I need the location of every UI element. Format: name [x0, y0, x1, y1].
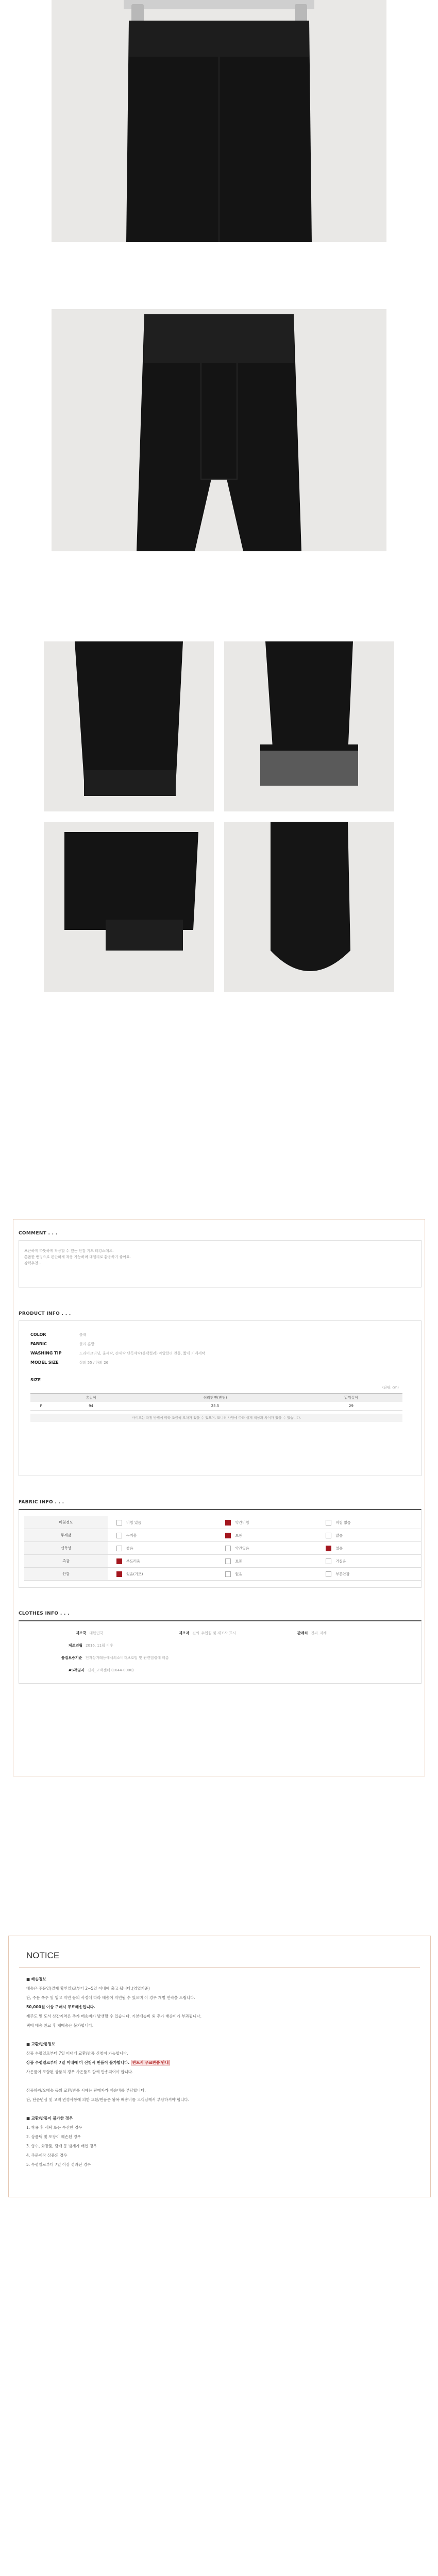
- fabric-option: [108, 1555, 216, 1568]
- lining-photo: [224, 641, 394, 811]
- notice-line: 단, 단순변심 및 고객 변경사항에 의한 교환/반품은 왕복 배송비를 고객님께서 부담하셔야 합니다.: [26, 2097, 190, 2102]
- fabric-row-label: 촉감: [24, 1555, 108, 1568]
- fabric-row-label: 신축성: [24, 1542, 108, 1555]
- unchecked-box-icon: [326, 1520, 331, 1526]
- notice-line: 2. 상품택 및 포장이 훼손된 경우: [26, 2134, 81, 2139]
- unchecked-box-icon: [116, 1546, 122, 1551]
- notice-divider: [19, 1967, 420, 1968]
- fabric-option: [216, 1568, 317, 1581]
- fabric-info-box: [19, 1509, 422, 1588]
- fabric-option-label: 부드러움: [126, 1559, 141, 1563]
- table-header-row: 총길이 허리단면(밴딩) 밑위길이: [30, 1394, 402, 1402]
- fabric-option: [108, 1568, 216, 1581]
- unchecked-box-icon: [225, 1571, 231, 1577]
- checked-box-icon: [116, 1558, 122, 1564]
- fabric-info-title: FABRIC INFO . . .: [19, 1500, 64, 1505]
- product-detail-box: [13, 1219, 425, 1776]
- foot-photo: [224, 822, 394, 992]
- fabric-option: [108, 1529, 216, 1542]
- leggings-fleece-lining-photo: [224, 641, 394, 811]
- comment-line: 강력추천~: [24, 1261, 41, 1265]
- notice-line: 사은품이 포함된 상품의 경우 사은품도 함께 반송되어야 합니다.: [26, 2070, 133, 2074]
- fabric-option-label: 보통: [235, 1559, 242, 1563]
- fabric-option-label: 비침 없음: [335, 1520, 351, 1524]
- fabric-option-label: 거칠음: [335, 1559, 346, 1563]
- notice-line: 단, 주문 폭주 및 입고 지연 등의 사정에 따라 배송이 지연될 수 있으며 이 경우 개별 연락을 드립니다.: [26, 1995, 195, 2000]
- clothes-row-origin: 제조국 대한민국: [76, 1631, 104, 1635]
- info-row-model-size: MODEL SIZE 상의 55 / 하의 26: [30, 1360, 109, 1365]
- clothes-row-date: 제조연월 2016. 11월 이후: [69, 1643, 113, 1648]
- table-row: F 94 25.5 29: [30, 1402, 402, 1411]
- notice-line: 상품 수령일로부터 7일 이내에 교환/반품 신청이 가능합니다.: [26, 2051, 128, 2056]
- fabric-option: [317, 1529, 421, 1542]
- unchecked-box-icon: [326, 1533, 331, 1538]
- checked-box-icon: [116, 1571, 122, 1577]
- cuff-photo-2: [44, 822, 214, 992]
- notice-line: 상품 수령일로부터 7일 이내에 미 신청시 반품이 불가합니다. 반드시 무료반품 안내: [26, 2060, 170, 2065]
- checked-box-icon: [326, 1546, 331, 1551]
- info-row-washing: WASHING TIP 드라이크리닝, 울세탁, 손세탁 단독세탁(블랙컬러) 약알칼리 찬물, 짧게 기계세탁: [30, 1351, 206, 1355]
- clothes-row-seller: 판매처 진씨_자체: [297, 1631, 327, 1635]
- fabric-option-label: 두꺼움: [126, 1533, 137, 1537]
- fabric-option-label: 약간비침: [235, 1520, 249, 1524]
- notice-line: 4. 주문제작 상품의 경우: [26, 2153, 68, 2158]
- size-unit: (단위: cm): [382, 1385, 399, 1389]
- fabric-option: [108, 1542, 216, 1555]
- fabric-row: [24, 1516, 421, 1529]
- leggings-waist-photo: [52, 0, 386, 242]
- unchecked-box-icon: [116, 1520, 122, 1526]
- fabric-row: [24, 1555, 421, 1568]
- notice-highlight: 반드시 무료반품 안내: [131, 2060, 170, 2065]
- fabric-row-label: 비침정도: [24, 1516, 108, 1529]
- fabric-option: [216, 1529, 317, 1542]
- info-row-fabric: FABRIC 폴리 혼방: [30, 1342, 95, 1346]
- checked-box-icon: [225, 1520, 231, 1526]
- comment-line: 쫀쫀한 밴딩으로 편안하게 착용 가능하며 데일리로 활용하기 좋아요.: [24, 1255, 131, 1259]
- fabric-option-label: 부분안감: [335, 1572, 350, 1576]
- notice-line: 배송은 주문일(결제 확인일)로부터 2~5일 이내에 출고 됩니다.(영업기준): [26, 1986, 150, 1991]
- clothes-info-box: [19, 1620, 422, 1684]
- fabric-option: [216, 1516, 317, 1529]
- cuff-photo-1: [44, 641, 214, 811]
- notice-line: ■ 배송정보: [26, 1977, 46, 1981]
- leggings-ribbed-cuff-photo: [44, 822, 214, 992]
- comment-line: 포근하게 따뜻하게 착용할 수 있는 안감 기모 레깅스예요.: [24, 1249, 114, 1253]
- leggings-ankle-cuff-photo: [44, 641, 214, 811]
- clothes-row-maker: 제조자 진씨_수입원 및 제조사 표시: [179, 1631, 236, 1635]
- unchecked-box-icon: [116, 1533, 122, 1538]
- notice-line: ■ 교환/반품정보: [26, 2042, 55, 2046]
- fabric-option-label: 없음: [335, 1546, 343, 1550]
- fabric-option-label: 보통: [235, 1533, 242, 1537]
- size-label: SIZE: [30, 1378, 41, 1382]
- fabric-option: [108, 1516, 216, 1529]
- notice-line: 상품하자/오배송 등의 교환/반품 시에는 판매자가 배송비를 부담합니다.: [26, 2088, 146, 2093]
- notice-line: 제주도 및 도서 산간지역은 추가 배송비가 발생할 수 있습니다. 기본배송비 외 추가 배송비가 부과됩니다.: [26, 2014, 202, 2019]
- fabric-option-label: 없음: [235, 1572, 242, 1576]
- comment-box: [19, 1240, 422, 1287]
- fabric-table: [24, 1516, 421, 1581]
- notice-line: 택배 배송 완료 후 재배송은 불가합니다.: [26, 2023, 94, 2028]
- fabric-option: [317, 1555, 421, 1568]
- fabric-option: [317, 1516, 421, 1529]
- clothes-info-title: CLOTHES INFO . . .: [19, 1611, 70, 1616]
- notice-line: 1. 착용 후 세탁 또는 수선한 경우: [26, 2125, 82, 2130]
- notice-line: 50,000원 이상 구매시 무료배송입니다.: [26, 2005, 95, 2009]
- unchecked-box-icon: [326, 1558, 331, 1564]
- product-info-box: [19, 1320, 422, 1476]
- comment-title: COMMENT . . .: [19, 1231, 58, 1236]
- front-photo: [52, 309, 386, 551]
- product-info-title: PRODUCT INFO . . .: [19, 1311, 71, 1316]
- size-note: 사이즈는 측정 방법에 따라 조금씩 오차가 있을 수 있으며, 모니터 사양에 따라 실제 색상과 차이가 있을 수 있습니다.: [30, 1414, 402, 1422]
- notice-box: [8, 1936, 431, 2197]
- clothes-row-as: AS책임자 진씨_고객센터 (1644-0000): [69, 1668, 134, 1672]
- fabric-option-label: 비침 있음: [126, 1520, 142, 1524]
- fabric-option: [317, 1542, 421, 1555]
- info-row-color: COLOR 블랙: [30, 1332, 87, 1337]
- size-table: [30, 1393, 402, 1411]
- clothes-row-quality: 품질보증기준 전자상거래등에서의소비자보호법 및 관련법령에 따름: [61, 1656, 169, 1660]
- fabric-option: [317, 1568, 421, 1581]
- unchecked-box-icon: [225, 1558, 231, 1564]
- notice-line: 3. 향수, 화장품, 담배 등 냄새가 배인 경우: [26, 2144, 97, 2148]
- leggings-front-photo: [52, 309, 386, 551]
- fabric-option-label: 있음(기모): [126, 1572, 143, 1576]
- fabric-option-label: 좋음: [126, 1546, 133, 1550]
- notice-title: NOTICE: [26, 1951, 60, 1960]
- fabric-row: [24, 1568, 421, 1581]
- fabric-row-label: 안감: [24, 1568, 108, 1581]
- notice-line: 5. 수령일로부터 7일 이상 경과된 경우: [26, 2162, 91, 2167]
- notice-line: ■ 교환/반품이 불가한 경우: [26, 2116, 73, 2121]
- checked-box-icon: [225, 1533, 231, 1538]
- fabric-row-label: 두께감: [24, 1529, 108, 1542]
- fabric-option: [216, 1542, 317, 1555]
- fabric-option-label: 얇음: [335, 1533, 343, 1537]
- hero-photo: [52, 0, 386, 242]
- unchecked-box-icon: [326, 1571, 331, 1577]
- comment-text: [24, 1248, 261, 1266]
- fabric-row: [24, 1529, 421, 1542]
- leggings-foot-photo: [224, 822, 394, 992]
- unchecked-box-icon: [225, 1546, 231, 1551]
- fabric-option-label: 약간있음: [235, 1546, 249, 1550]
- fabric-row: [24, 1542, 421, 1555]
- fabric-option: [216, 1555, 317, 1568]
